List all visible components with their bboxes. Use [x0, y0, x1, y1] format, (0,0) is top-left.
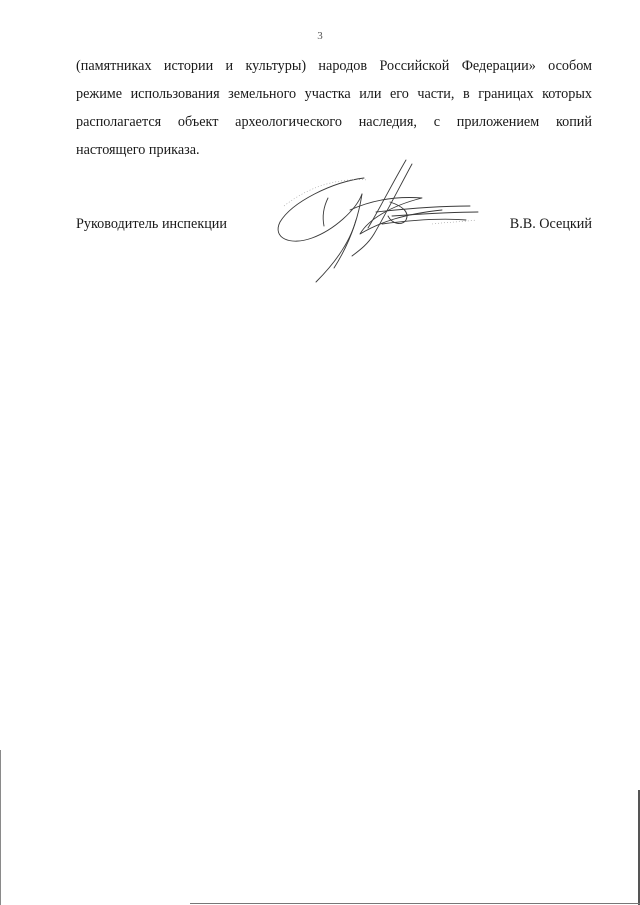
scan-edge-left — [0, 750, 1, 905]
signature-block — [76, 210, 592, 238]
signatory-position: Руководитель инспекции — [76, 216, 227, 232]
paragraph-line: настоящего приказа. — [76, 142, 200, 158]
body-paragraph — [76, 52, 592, 164]
paragraph-line: режиме использования земельного участка или его части, в границах которых — [76, 86, 592, 102]
signatory-name: В.В. Осецкий — [509, 216, 592, 232]
paragraph-line: (памятниках истории и культуры) народов Российской Федерации» особом — [76, 58, 592, 74]
paragraph-line: располагается объект археологического наследия, с приложением копий — [76, 114, 592, 130]
page-number: 3 — [317, 30, 323, 42]
scan-edge-bottom — [190, 903, 640, 904]
